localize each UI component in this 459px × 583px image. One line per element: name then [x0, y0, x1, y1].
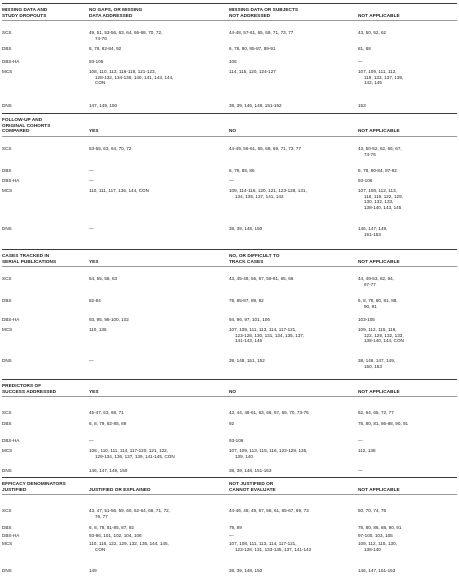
row-label: MCS [2, 188, 13, 193]
table-cell: 90, 91 [364, 303, 377, 309]
table-cell: 78, 80, 81, 86-88, 90, 91 [358, 421, 409, 426]
table-cell: 93-105 [89, 59, 104, 64]
table-cell: 114, 115, 120, 124-127 [229, 69, 276, 74]
table-cell: 146, 147, 149, [358, 226, 388, 231]
table-cell: CON [95, 80, 106, 86]
table-cell: — [89, 438, 94, 443]
table-cell: CON [95, 546, 106, 552]
table-cell: 93-106 [358, 178, 373, 183]
column-header: YES [89, 128, 99, 134]
table-cell: 146, 147, 151-153 [358, 568, 396, 573]
header-rule [2, 396, 457, 397]
section-title: MISSING DATA AND [2, 7, 48, 12]
table-cell: 93-106 [229, 438, 244, 443]
table-cell: — [89, 178, 94, 183]
table-cell: 107, 108, 111, 113, 114, 117-121, [229, 541, 297, 546]
table-cell: 142, 145 [364, 80, 382, 86]
section-title: EFFICACY DENOMINATORS [2, 481, 66, 486]
table-cell: 151-153 [364, 231, 381, 237]
table-cell: 8, 79, 82-84, 92 [89, 46, 122, 51]
section-title: PREDICTORS OF [2, 383, 42, 388]
table-cell: 38, 39, 148, 150 [229, 226, 263, 231]
table-cell: 103-105 [358, 317, 375, 322]
header-rule [2, 136, 457, 137]
row-label: DNS [2, 103, 12, 108]
table-cell: 45-47, 63, 68, 71 [89, 410, 124, 415]
table-cell: 119, 133, 137, 139, [364, 74, 404, 80]
section-top-rule [2, 477, 457, 478]
table-cell: 129-134, 136, 137, 139, 141-145, CON [95, 453, 175, 459]
table-cell: 53-55, 63, 64, 70, 72 [89, 146, 132, 151]
header-rule [2, 266, 457, 267]
table-cell: 78, 80, 86, 88, 90, 91 [358, 525, 402, 530]
row-label: DBS [2, 525, 12, 530]
table-cell: 149 [89, 568, 97, 573]
section-top-rule [2, 249, 457, 250]
table-cell: 74-76 [95, 35, 107, 41]
table-cell: 54, 55, 58, 63 [89, 276, 118, 281]
row-label: DBS [2, 298, 12, 303]
column-header: NOT JUSTIFIED OR [229, 481, 274, 486]
row-label: SCS [2, 146, 12, 151]
row-label: DBS-HA [2, 178, 20, 183]
table-cell: 109, 112, 115, 116, [358, 327, 397, 332]
column-header: NO GAPS, OR MISSING [89, 7, 143, 12]
row-label: MCS [2, 327, 13, 332]
table-cell: 107, 108, 112, 113, [358, 188, 397, 193]
section-top-rule [2, 3, 457, 4]
table-cell: 106 [229, 59, 237, 64]
row-label: DBS-HA [2, 317, 20, 322]
table-cell: — [358, 59, 363, 64]
table-cell: 43, 47, 51-56, 59, 60, 62-64, 68, 71, 72, [89, 508, 170, 513]
row-label: DBS [2, 421, 12, 426]
row-label: DNS [2, 468, 12, 473]
row-label: DNS [2, 226, 12, 231]
row-label: MCS [2, 69, 13, 74]
table-cell: 43, 45-48, 56, 57, 59-61, 65, 66 [229, 276, 294, 281]
row-label: DNS [2, 358, 12, 363]
table-cell: 134, 135, 137, 141, 142 [235, 193, 284, 199]
table-cell: 44-49, 56-61, 65, 68, 69, 71, 73, 77 [229, 146, 302, 151]
column-header: NO [229, 388, 237, 394]
table-cell: 141-143, 145 [235, 338, 263, 344]
column-header: CANNOT EVALUATE [229, 486, 276, 492]
column-header: YES [89, 388, 99, 394]
table-cell: 107, 108, 111, 113, 114, 117-121, [229, 327, 297, 332]
table-cell: 93, 95, 98-100, 102 [89, 317, 129, 322]
column-header: NOT APPLICABLE [358, 258, 400, 264]
table-cell: 128-132, 134-136, 140, 141, 143, 144, [95, 74, 174, 80]
table-cell: 82-84 [89, 298, 101, 303]
table-cell: — [89, 358, 94, 363]
column-header: YES [89, 258, 99, 264]
table-cell: 112, 138 [358, 448, 376, 453]
table-cell: — [89, 168, 94, 173]
table-cell: 130, 132, 133, [364, 199, 394, 205]
column-header: JUSTIFIED OR EXPLAINED [89, 486, 151, 492]
column-header: NO, OR DIFFICULT TO [229, 253, 280, 258]
table-cell: 74-76 [364, 151, 376, 157]
table-cell: 138-140, 144, CON [364, 338, 404, 344]
table-cell: 146, 147, 149, 150 [89, 468, 128, 473]
column-header: NOT APPLICABLE [358, 128, 400, 134]
table-cell: 93-96, 101, 102, 104, 106 [89, 533, 142, 538]
row-label: DBS-HA [2, 533, 20, 538]
table-cell: 43, 50, 52, 62 [358, 30, 387, 35]
table-cell: 62, 64, 65, 72, 77 [358, 410, 394, 415]
row-label: DBS-HA [2, 438, 20, 443]
table-cell: 122, 129, 132, 133, [364, 332, 404, 338]
table-cell: 108, 110, 113, 116-118, 121-123, [89, 69, 156, 74]
section-title: FOLLOW-UP AND [2, 117, 43, 122]
table-cell: 79, 85-87, 89, 92 [229, 298, 264, 303]
table-cell: — [229, 178, 234, 183]
section-top-rule [2, 379, 457, 380]
table-cell: 150, 153 [364, 363, 382, 369]
section-title: CASES TRACKED IN [2, 253, 50, 258]
table-cell: 44-46, 48, 49, 57, 58, 61, 65-67, 69, 73 [229, 508, 309, 513]
table-cell: 6, 8, 79, 82-85, 89 [89, 421, 127, 426]
table-cell: 38, 39, 146, 148, 151-152 [229, 103, 282, 108]
section-title: ORIGINAL COHORTS [2, 122, 51, 128]
row-label: DBS-HA [2, 59, 20, 64]
column-header: MISSING DATA OR SUBJECTS [229, 7, 299, 12]
column-header: NOT APPLICABLE [358, 12, 400, 18]
table-cell: 138-140, 143, 145 [364, 204, 402, 210]
table-cell: 43, 50-52, 62, 66, 67, [358, 146, 402, 151]
header-rule [2, 20, 457, 21]
table-cell: 6, 8, 78, 81-85, 87, 92 [89, 525, 134, 530]
row-label: SCS [2, 410, 12, 415]
table-cell: 76, 77 [95, 513, 108, 519]
table-cell: 94, 96, 97, 101, 106 [229, 317, 270, 322]
table-cell: — [89, 226, 94, 231]
table-cell: 79, 89 [229, 525, 242, 530]
section-title: SERIAL PUBLICATIONS [2, 258, 57, 264]
table-cell: 109, 112, 115, 130, [358, 541, 397, 546]
table-cell: 109, 114-116, 120, 121, 123-128, 131, [229, 188, 307, 193]
table-cell: — [358, 468, 363, 473]
column-header: NOT ADDRESSED [229, 12, 271, 18]
header-rule [2, 494, 457, 495]
row-label: MCS [2, 448, 13, 453]
row-label: DBS [2, 168, 12, 173]
column-header: NOT APPLICABLE [358, 486, 400, 492]
row-label: SCS [2, 508, 12, 513]
table-cell: 6, 8, 78, 80, 81, 88, [358, 298, 398, 303]
table-cell: 92 [229, 421, 235, 426]
table-cell: 6, 79, 85, 86 [229, 168, 255, 173]
table-cell: 67-77 [364, 281, 376, 287]
table-cell: 107, 109, 111, 112, [358, 69, 397, 74]
row-label: SCS [2, 276, 12, 281]
table-cell: 8, 78, 80-84, 87-92 [358, 168, 397, 173]
table-cell: 123-128, 131, 133-135, 137, 141-143 [235, 546, 312, 552]
table-cell: 108 , 110, 111, 114, 117-120, 121, 122, [89, 448, 169, 453]
section-title: COMPARED [2, 128, 30, 134]
row-label: SCS [2, 30, 12, 35]
table-cell: 49, 51, 53-56, 63, 64, 66-68, 70, 72, [89, 30, 163, 35]
table-cell: 44-48, 57-61, 65, 69, 71, 73, 77 [229, 30, 294, 35]
table-cell: 153 [358, 103, 366, 108]
section-top-rule [2, 113, 457, 114]
table-cell: 147, 149, 150 [89, 103, 118, 108]
section-title: JUSTIFIED [2, 486, 27, 492]
section-title: SUCCESS ADDRESSED [2, 388, 57, 394]
row-label: DBS [2, 46, 12, 51]
table-cell: 39, 148, 151, 152 [229, 358, 265, 363]
table-cell: 110, 136 [89, 327, 107, 332]
table-cell: 38, 146, 147, 149, [358, 358, 396, 363]
table-cell: 38, 39, 148, 150 [229, 568, 263, 573]
table-cell: 139, 140 [235, 453, 253, 459]
column-header: DATA ADDRESSED [89, 12, 133, 18]
section-title: STUDY DROPOUTS [2, 12, 47, 18]
table-cell: — [358, 438, 363, 443]
column-header: TRACK CASES [229, 258, 264, 264]
row-label: DNS [2, 568, 12, 573]
column-header: NOT APPLICABLE [358, 388, 400, 394]
table-cell: 110, 116, 122, 129, 132, 136, 144, 145, [89, 541, 169, 546]
table-cell: 123-128, 130, 131, 134, 135, 137, [235, 332, 305, 338]
table-cell: 107, 109, 113, 115, 116, 123-128, 135, [229, 448, 308, 453]
table-cell: 50, 70, 74, 75 [358, 508, 387, 513]
table-cell: 44, 49-53, 62, 64, [358, 276, 395, 281]
table-cell: — [229, 533, 234, 538]
table-cell: 81, 88 [358, 46, 371, 51]
table-cell: 43, 44, 48-61, 63, 66, 67, 69, 70, 73-76 [229, 410, 309, 415]
row-label: MCS [2, 541, 13, 546]
table-cell: 38, 39, 148, 151-153 [229, 468, 272, 473]
table-cell: 138-140 [364, 546, 381, 552]
table-cell: 6, 78, 80, 85-87, 89-91 [229, 46, 276, 51]
table-cell: 118, 119, 122, 129, [364, 193, 403, 199]
table-cell: 97-100, 103, 105 [358, 533, 393, 538]
table-cell: 110, 111, 117, 136, 144, CON [89, 188, 149, 193]
column-header: NO [229, 128, 237, 134]
